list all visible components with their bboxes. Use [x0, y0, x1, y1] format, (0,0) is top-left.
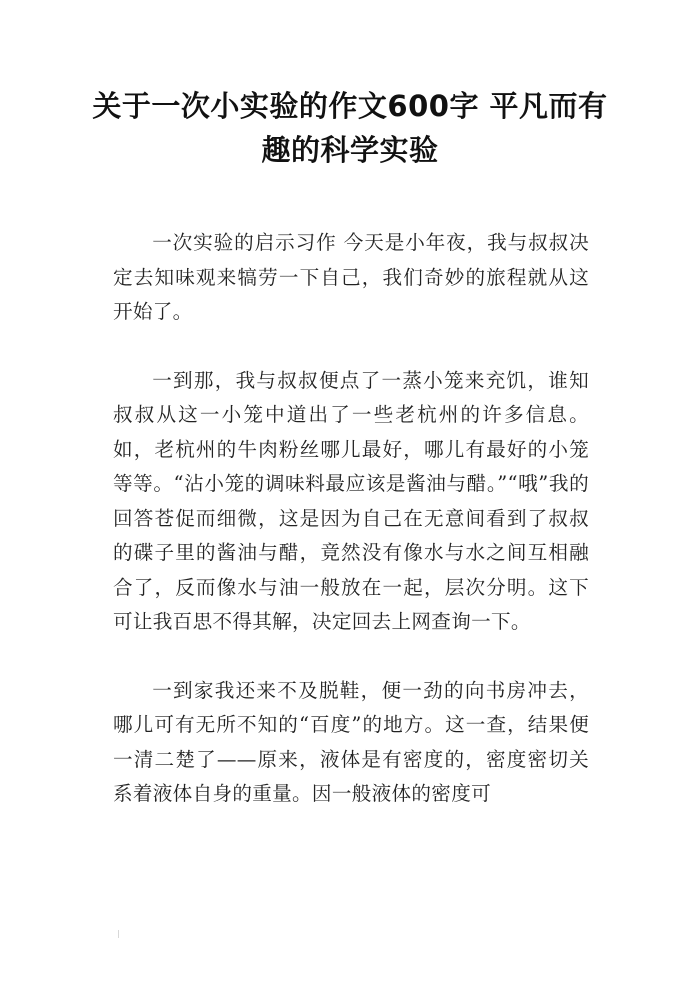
paragraph-3: 一到家我还来不及脱鞋，便一劲的向书房冲去，哪儿可有无所不知的“百度”的地方。这一查，结果便一清二楚了——原来，液体是有密度的，密度密切关系着液体自身的重量。因一般液体的密度可 [113, 678, 589, 805]
paragraph-1: 一次实验的启示习作 今天是小年夜，我与叔叔决定去知味观来犒劳一下自己，我们奇妙的旅程就从这开始了。 [113, 231, 589, 323]
paragraph-2: 一到那，我与叔叔便点了一蒸小笼来充饥，谁知叔叔从这一小笼中道出了一些老杭州的许多信息。如，老杭州的牛肉粉丝哪儿最好，哪儿有最好的小笼等等。“沾小笼的调味料最应该是酱油与醋。”“哦”我的回答苍促而细微，这是因为自己在无意间看到了叔叔的碟子里的酱油与醋，竟然没有像水与水之间互相融合了，反而像水与油一般放在一起，层次分明。这下可让我百思不得其解，决定回去上网查询一下。 [113, 368, 589, 633]
scan-mark [118, 930, 119, 938]
document-title: 关于一次小实验的作文600字 平凡而有趣的科学实验 [92, 89, 608, 167]
document-body [113, 226, 589, 846]
